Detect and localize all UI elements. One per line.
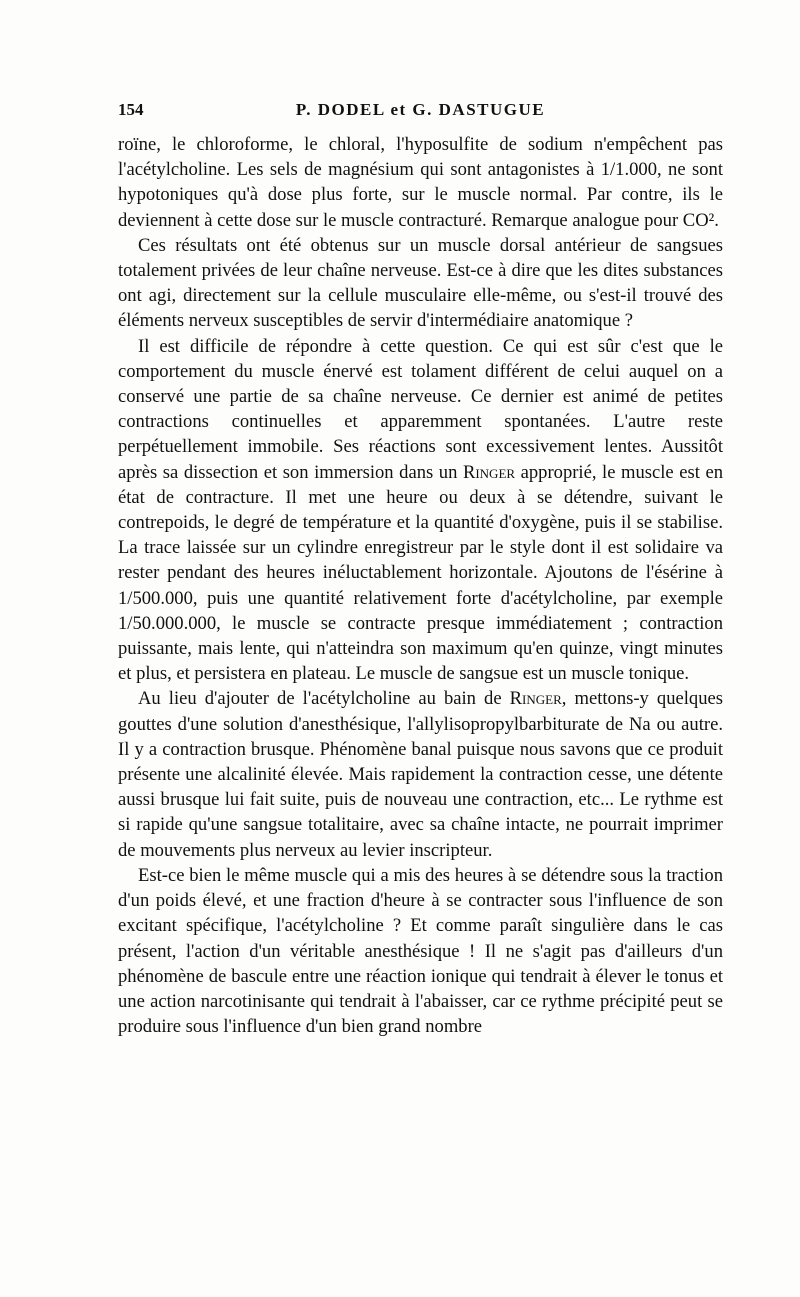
paragraph-4-part-b: , mettons-y quelques gouttes d'une solution d'anesthésique, l'allylisopropylbarbiturate de Na ou autre. Il y a contraction brusque. Phénomène banal puisque nous savons que ce produit présente une alcalinité élevée. Mais rapidement la contraction cesse, une détente aussi brusque lui fait suite, puis de nouveau une contraction, etc... Le rythme est si rapide qu'une sangsue totalitaire, avec sa chaîne intacte, ne pourrait imprimer de mouvements plus nerveux au levier inscripteur. — [118, 688, 724, 861]
paragraph-3-part-a: Il est difficile de répondre à cette question. Ce qui est sûr c'est que le comportement du muscle énervé est tolament différent de celui auquel on a conservé une partie de sa chaîne nerveuse. Ce dernier est animé de petites contractions continuelles et apparemment spontanées. L'autre reste perpétuellement immobile. Ses réactions sont excessivement lentes. Aussitôt après sa dissection et son immersion dans un — [118, 335, 723, 483]
paragraph-3 — [118, 334, 723, 687]
paragraph-4-part-a: Au lieu d'ajouter de l'acétylcholine au bain de — [138, 688, 510, 710]
body-text — [118, 132, 723, 1039]
paragraph-5: Est-ce bien le même muscle qui a mis des heures à se détendre sous la traction d'un poids élevé, et une fraction d'heure à se contracter sous l'influence de son excitant spécifique, l'acétylcholine ? Et comme paraît singulière dans le cas présent, l'action d'un véritable anesthésique ! Il ne s'agit pas d'ailleurs d'un phénomène de bascule entre une réaction ionique qui tendrait à élever le tonus et une action narcotinisante qui tendrait à l'abaisser, car ce rythme précipité peut se produire sous l'influence d'un bien grand nombre — [118, 864, 723, 1038]
ringer-term: Ringer — [462, 461, 516, 483]
paragraph-3-part-b: approprié, le muscle est en état de contracture. Il met une heure ou deux à se détendre, suivant le contrepoids, le degré de température et la quantité d'oxygène, puis il se stabilise. La trace laissée sur un cylindre enregistreur par le style dont il est solidaire va rester pendant des heures inéluctablement horizontale. Ajoutons de l'ésérine à 1/500.000, puis une quantité relativement forte d'acétylcholine, par exemple 1/50.000.000, le muscle se contracte presque immédiatement ; contraction puissante, mais lente, qui n'atteindra son maximum qu'en quinze, vingt minutes et plus, et persistera en plateau. Le muscle de sangsue est un muscle tonique. — [118, 461, 723, 685]
paragraph-2: Ces résultats ont été obtenus sur un muscle dorsal antérieur de sangsues totalement privées de leur chaîne nerveuse. Est-ce à dire que les dites substances ont agi, directement sur la cellule musculaire elle-même, ou s'est-il trouvé des éléments nerveux susceptibles de servir d'intermédiaire anatomique ? — [118, 234, 723, 332]
ringer-term: Ringer — [509, 688, 562, 710]
page-number: 154 — [118, 100, 144, 119]
running-title: P. DODEL et G. DASTUGUE — [295, 100, 546, 119]
paragraph-4 — [118, 686, 723, 862]
paragraph-1: roïne, le chloroforme, le chloral, l'hyposulfite de sodium n'empêchent pas l'acétylcholine. Les sels de magnésium qui sont antagonistes à 1/1.000, ne sont hypotoniques qu'à dose plus forte, sur le muscle normal. Par contre, ils le deviennent à cette dose sur le muscle contracturé. Remarque analogue pour CO². — [118, 134, 723, 231]
page-header — [118, 100, 723, 124]
